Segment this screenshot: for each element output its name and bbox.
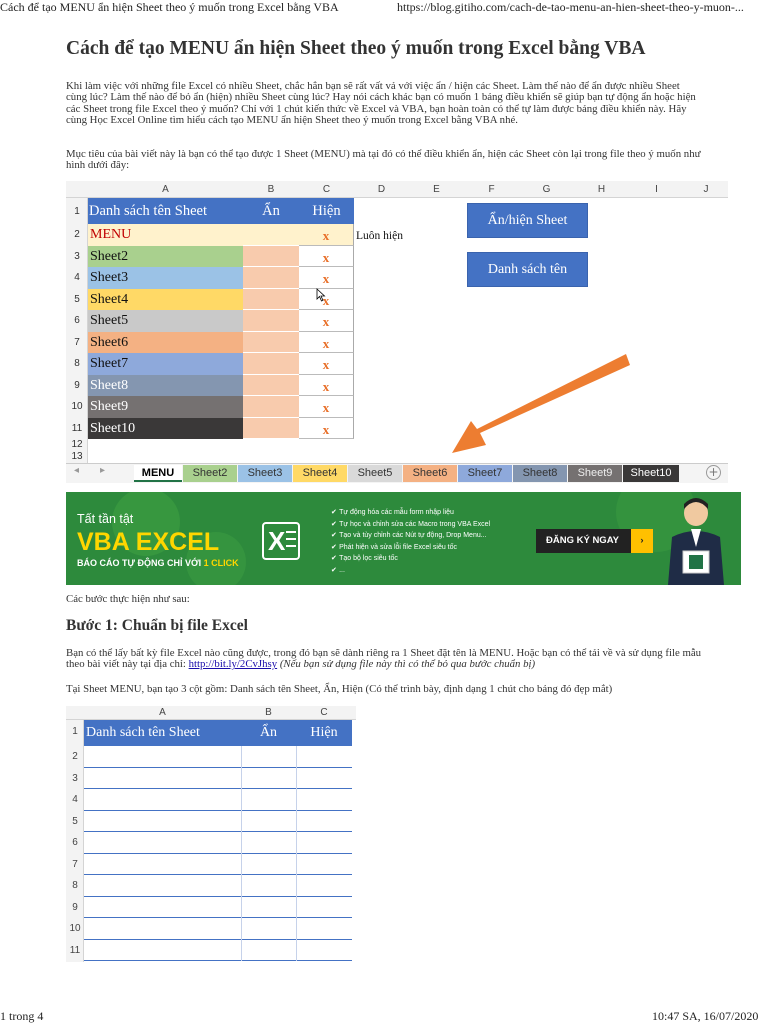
column-header: G <box>542 184 551 195</box>
column-header: H <box>597 184 606 195</box>
sheet-tab[interactable]: Sheet10 <box>623 465 679 482</box>
presenter-avatar <box>656 495 736 585</box>
check-icon: ✔ <box>331 542 340 551</box>
row-number: 8 <box>74 358 80 369</box>
column-header: B <box>267 184 275 195</box>
banner-bullet: ✔ ... <box>331 565 345 574</box>
sheet-tab[interactable]: Sheet2 <box>183 465 237 482</box>
tab-scroll-right-icon[interactable]: ▸ <box>100 465 106 476</box>
row-number: 11 <box>71 422 83 434</box>
row-number: 8 <box>72 880 78 891</box>
show-cell[interactable]: x <box>299 310 354 332</box>
banner-subtitle: BÁO CÁO TỰ ĐỘNG CHỈ VỚI 1 CLICK <box>77 558 239 568</box>
show-cell[interactable]: x <box>299 267 354 289</box>
show-cell[interactable]: x <box>299 396 354 418</box>
banner-bullet: ✔ Tạo bộ lọc siêu tốc <box>331 554 398 562</box>
hide-cell[interactable] <box>243 246 299 268</box>
toggle-sheet-button[interactable]: Ẩn/hiện Sheet <box>467 203 588 238</box>
show-cell[interactable]: x <box>299 289 354 311</box>
check-icon: ✔ <box>331 565 340 574</box>
excel-menu-screenshot <box>66 181 728 483</box>
sheet-tab[interactable]: Sheet8 <box>513 465 567 482</box>
table-row <box>84 940 352 962</box>
hide-cell[interactable] <box>243 310 299 332</box>
article-title: Cách để tạo MENU ẩn hiện Sheet theo ý muốn trong Excel bằng VBA <box>66 38 646 59</box>
check-icon: ✔ <box>331 554 340 562</box>
banner-bullet: ✔ Tự động hóa các mẫu form nhập liệu <box>331 508 454 516</box>
column-header: F <box>488 184 495 195</box>
column-header: E <box>433 184 440 195</box>
table-row <box>84 897 352 919</box>
row-number: 1 <box>74 206 80 217</box>
sheet-name-cell[interactable]: Sheet6 <box>88 332 243 354</box>
banner-pre: Tất tần tật <box>77 512 134 526</box>
header-hide-2: Ẩn <box>259 725 278 740</box>
row-number: 7 <box>74 336 80 348</box>
sheet-tab[interactable]: MENU <box>134 465 182 482</box>
table-header-row <box>88 198 354 224</box>
check-icon: ✔ <box>331 531 340 539</box>
hide-cell[interactable] <box>243 353 299 375</box>
header-show: Hiện <box>312 203 341 219</box>
column-header: C <box>322 184 331 195</box>
orange-arrow-icon <box>446 349 636 464</box>
steps-intro: Các bước thực hiện như sau: <box>66 593 190 605</box>
banner-bullet: ✔ Phát hiện và sửa lỗi file Excel siêu tốc <box>331 542 458 551</box>
sheet-name-cell[interactable]: MENU <box>88 224 243 246</box>
intro-paragraph: Khi làm việc với những file Excel có nhiều Sheet, chắc hẳn bạn sẽ rất vất vả với việc ẩn / hiện các Sheet. Làm thế nào để ẩn được nhiều Sheet cùng lúc? Làm thế nào để bỏ ẩn (hiện) nhiều Sheet cùng lúc? Hay nói cách khác bạn có muốn 1 bảng điều khiển sẽ giúp bạn tự động ẩn hoặc hiện các Sheet trong file Excel theo ý muốn? Chỉ với 1 chút kiến thức về Excel và VBA, bạn hoàn toàn có thể tự làm được bảng điều khiển này. Hãy cùng Học Excel Online tìm hiểu cách tạo MENU ẩn hiện Sheet theo ý muốn trong Excel bằng VBA nhé. <box>66 80 696 126</box>
row-number: 6 <box>74 315 80 326</box>
sheet-tab[interactable]: Sheet9 <box>568 465 622 482</box>
row-number: 10 <box>71 401 83 412</box>
always-show-note: Luôn hiện <box>356 230 403 242</box>
table-header-row-2 <box>84 720 352 746</box>
sheet-name-cell[interactable]: Sheet4 <box>88 289 243 311</box>
sheet-name-cell[interactable]: Sheet5 <box>88 310 243 332</box>
excel-logo-icon: X <box>262 522 300 560</box>
table-row <box>84 875 352 897</box>
column-header: A <box>159 707 166 718</box>
sample-file-link[interactable]: http://bit.ly/2CvJhsy <box>188 658 278 671</box>
sheet-name-cell[interactable]: Sheet8 <box>88 375 243 397</box>
sheet-tab[interactable]: Sheet6 <box>403 465 457 482</box>
hide-cell[interactable] <box>243 375 299 397</box>
print-header-url: https://blog.gitiho.com/cach-de-tao-menu-an-hien-sheet-theo-y-muon-... <box>397 0 744 14</box>
row-number: 5 <box>72 815 78 827</box>
column-header: D <box>377 184 386 195</box>
print-footer-datetime: 10:47 SA, 16/07/2020 <box>652 1009 759 1023</box>
check-icon: ✔ <box>331 519 340 528</box>
table-row <box>84 768 352 790</box>
row-number: 10 <box>69 923 81 934</box>
row-number: 3 <box>74 250 80 262</box>
sheet-tab[interactable]: Sheet3 <box>238 465 292 482</box>
column-header: J <box>703 184 709 195</box>
hide-cell[interactable] <box>243 289 299 311</box>
row-number: 2 <box>74 229 80 240</box>
row-number: 9 <box>72 901 78 913</box>
vba-excel-banner[interactable] <box>66 492 741 585</box>
header-hide: Ẩn <box>262 203 280 219</box>
table-row <box>84 789 352 811</box>
sheet-name-cell[interactable]: Sheet2 <box>88 246 243 268</box>
row-number: 9 <box>74 379 80 391</box>
banner-title: VBA EXCEL <box>77 528 220 556</box>
table-row <box>84 811 352 833</box>
goal-paragraph: Mục tiêu của bài viết này là bạn có thể tạo được 1 Sheet (MENU) mà tại đó có thể điều khiển ẩn, hiện các Sheet còn lại trong file theo ý muốn như hình dưới đây: <box>66 148 701 172</box>
show-cell[interactable]: x <box>299 353 354 375</box>
tab-scroll-left-icon[interactable]: ◂ <box>74 465 80 476</box>
step1-paragraph: Bạn có thể lấy bất kỳ file Excel nào cũng được, trong đó bạn sẽ dành riêng ra 1 Sheet đặt tên là MENU. Hoặc bạn có thể tải về và sử dụng file mẫu theo bài viết này tại địa chỉ: http://bit.ly/2CvJhsy (Nếu bạn sử dụng file này thì có thể bỏ qua bước chuẩn bị) <box>66 647 702 671</box>
table-row <box>84 854 352 876</box>
sheet-tab[interactable]: Sheet5 <box>348 465 402 482</box>
hide-cell[interactable] <box>243 396 299 418</box>
row-number: 2 <box>72 751 78 762</box>
print-header-title: Cách để tạo MENU ẩn hiện Sheet theo ý muốn trong Excel bằng VBA <box>0 0 339 14</box>
row-number: 12 <box>71 439 83 450</box>
banner-bullet: ✔ Tự học và chỉnh sửa các Macro trong VBA Excel <box>331 519 491 528</box>
hide-cell[interactable] <box>243 418 299 440</box>
show-cell[interactable]: x <box>299 375 354 397</box>
show-cell[interactable]: x <box>299 246 354 268</box>
sheet-tab[interactable]: Sheet4 <box>293 465 347 482</box>
check-icon: ✔ <box>331 508 340 516</box>
column-header: I <box>655 184 658 195</box>
show-cell[interactable]: x <box>299 418 354 440</box>
row-number: 11 <box>69 944 81 956</box>
header-sheet-list-2: Danh sách tên Sheet <box>86 725 200 740</box>
step1-title: Bước 1: Chuẩn bị file Excel <box>66 617 248 634</box>
sheet-list-button[interactable]: Danh sách tên <box>467 252 588 287</box>
row-number: 4 <box>72 794 78 805</box>
hide-cell[interactable] <box>243 267 299 289</box>
sheet-name-cell[interactable]: Sheet3 <box>88 267 243 289</box>
column-header: B <box>265 707 272 718</box>
excel-empty-table-screenshot <box>66 706 356 962</box>
sheet-tab[interactable]: Sheet7 <box>458 465 512 482</box>
row-number: 6 <box>72 837 78 848</box>
table-row <box>84 746 352 768</box>
header-sheet-list: Danh sách tên Sheet <box>89 203 207 219</box>
step1-paragraph-2: Tại Sheet MENU, bạn tạo 3 cột gồm: Danh sách tên Sheet, Ẩn, Hiện (Có thể trình bày, định dạng 1 chút cho bảng đó đẹp mắt) <box>66 683 613 695</box>
mouse-cursor-icon <box>316 288 326 302</box>
column-header: A <box>162 184 169 195</box>
row-number: 5 <box>74 293 80 305</box>
row-number: 13 <box>71 451 83 462</box>
add-sheet-icon[interactable]: + <box>706 465 721 480</box>
row-number: 4 <box>74 272 80 283</box>
table-row <box>84 918 352 940</box>
banner-bullet: ✔ Tạo và tùy chỉnh các Nút tự động, Drop Menu... <box>331 531 487 539</box>
cta-arrow-icon: › <box>631 529 653 553</box>
show-cell[interactable]: x <box>299 332 354 354</box>
print-footer-page: 1 trong 4 <box>0 1009 44 1023</box>
header-show-2: Hiện <box>310 725 338 740</box>
sheet-tab-bar <box>66 463 728 483</box>
column-header: C <box>320 707 328 718</box>
register-cta-button[interactable]: ĐĂNG KÝ NGAY › <box>536 529 653 553</box>
sheet-name-cell[interactable]: Sheet7 <box>88 353 243 375</box>
show-cell[interactable]: x <box>299 224 354 246</box>
row-number: 7 <box>72 858 78 870</box>
table-row <box>84 832 352 854</box>
row-number: 1 <box>72 726 78 737</box>
row-number: 3 <box>72 772 78 784</box>
sheet-name-cell[interactable]: Sheet9 <box>88 396 243 418</box>
sheet-name-cell[interactable]: Sheet10 <box>88 418 243 440</box>
hide-cell[interactable] <box>243 224 299 246</box>
hide-cell[interactable] <box>243 332 299 354</box>
